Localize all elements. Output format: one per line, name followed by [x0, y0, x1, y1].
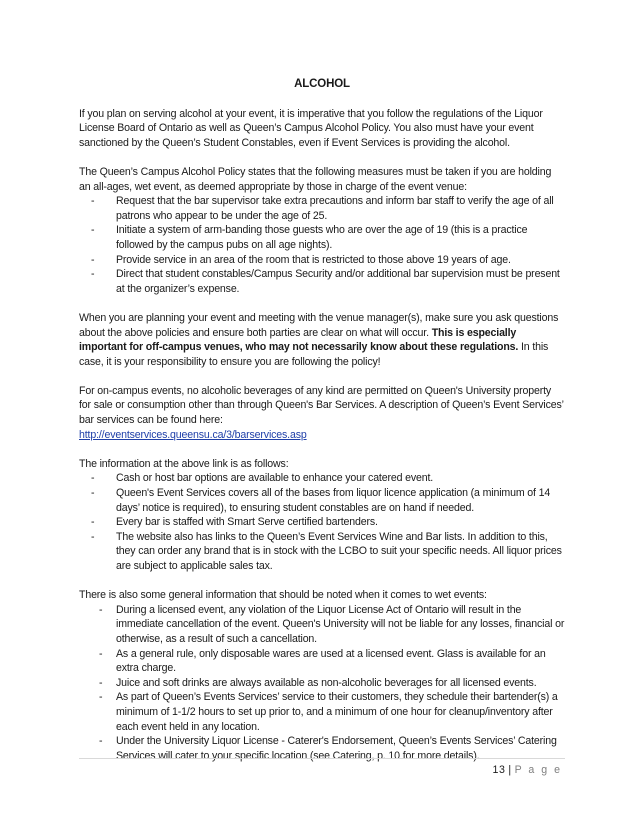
oncampus-paragraph: For on-campus events, no alcoholic beverages of any kind are permitted on Queen's University property for sale or consumption other than through Queen's Bar Services. A description of Queen’s Event Services’ bar services can be found here: http://eventservices.queensu.ca/3/barservices.asp: [79, 384, 564, 441]
policy-lead: The Queen’s Campus Alcohol Policy states that the following measures must be taken if you are holding an all-ages, wet event, as deemed appropriate by those in charge of the event venue:: [79, 165, 552, 193]
offcampus-paragraph: When you are planning your event and meeting with the venue manager(s), make sure you ask questions about the above policies and ensure both parties are clear on what will occur. This is especially important for off-campus venues, who may not necessarily know about these regulations. In this case, it is your responsibility to ensure you are following the policy!: [79, 311, 559, 368]
list-item: - The website also has links to the Queen’s Event Services Wine and Bar lists. In addition to this, they can order any brand that is in stock with the LCBO to suit your specific needs. All liquor prices are subject to applicable sales tax.: [91, 530, 562, 572]
general-lead: There is also some general information that should be noted when it comes to wet events:: [79, 589, 487, 602]
list-item: - Queen's Event Services covers all of the bases from liquor licence application (a minimum of 14 days’ notice is required), to ensuring student constables are on hand if needed.: [91, 487, 551, 514]
page-label: P a g e: [514, 764, 562, 776]
general-list: [79, 603, 565, 764]
list-item: - Direct that student constables/Campus Security and/or additional bar supervision must be present at the organizer’s expense.: [91, 268, 560, 295]
page-number: 13: [492, 764, 506, 776]
list-item: - Initiate a system of arm-banding those guests who are over the age of 19 (this is a practice followed by the campus pubs on all age nights).: [91, 224, 528, 251]
bar-services-link[interactable]: http://eventservices.queensu.ca/3/barservices.asp: [79, 428, 307, 441]
page-footer: [493, 763, 562, 778]
list-item: - Cash or host bar options are available to enhance your catered event.: [91, 472, 434, 485]
info-list: [79, 471, 565, 573]
footer-divider: [79, 758, 565, 759]
list-item: - As a general rule, only disposable wares are used at a licensed event. Glass is available for an extra charge.: [99, 647, 546, 675]
list-item: - Every bar is staffed with Smart Serve certified bartenders.: [91, 516, 378, 529]
intro-paragraph: If you plan on serving alcohol at your event, it is imperative that you follow the regulations of the Liquor License Board of Ontario as well as Queen’s Campus Alcohol Policy. You also must have your event sanctioned by the Queen’s Student Constables, even if Event Services is providing the alcohol.: [79, 107, 543, 149]
list-item: - As part of Queen’s Events Services’ service to their customers, they schedule their bartender(s) a minimum of 1-1/2 hours to set up prior to, and a minimum of one hour for cleanup/inventory after each event held in any location.: [99, 691, 558, 733]
list-item: - Under the University Liquor License - Caterer's Endorsement, Queen’s Events Services’ Catering Services will cater to your specific location (see Catering, p. 10 for more details).: [99, 735, 557, 762]
list-item: - During a licensed event, any violation of the Liquor License Act of Ontario will result in the immediate cancellation of the event. Queen's University will not be liable for any losses, financial or otherwise, as a result of such a cancellation.: [99, 603, 565, 645]
footer-separator: |: [508, 764, 512, 776]
list-item: - Provide service in an area of the room that is restricted to those above 19 years of age.: [91, 253, 511, 266]
offcampus-warning: This is especially important for off-campus venues, who may not necessarily know about these regulations.: [79, 326, 519, 354]
policy-list: [79, 194, 565, 296]
list-item: - Juice and soft drinks are always available as non-alcoholic beverages for all licensed events.: [99, 676, 537, 689]
page-content: [79, 77, 565, 763]
info-lead: The information at the above link is as follows:: [79, 457, 289, 470]
list-item: - Request that the bar supervisor take extra precautions and inform bar staff to verify the age of all patrons who appear to be under the age of 25.: [91, 195, 554, 222]
page-title: ALCOHOL: [294, 78, 350, 90]
